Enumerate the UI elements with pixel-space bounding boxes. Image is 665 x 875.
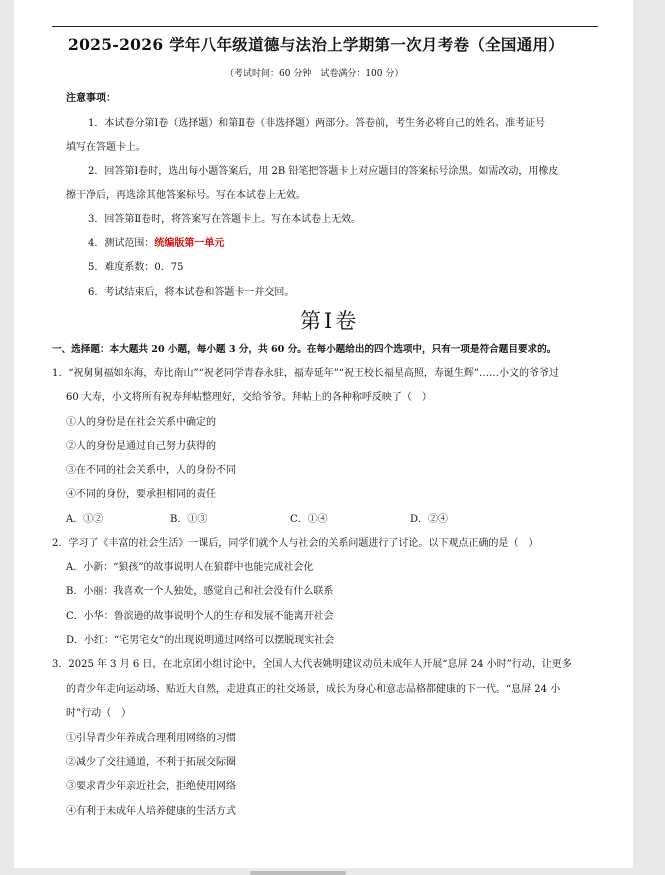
note-6: 6．考试结束后，将本试卷和答题卡一并交回。	[88, 287, 295, 298]
q1-choice-d: D．②④	[410, 514, 449, 525]
exam-title: 2025-2026 学年八年级道德与法治上学期第一次月考卷（全国通用）	[68, 35, 565, 54]
section-title: 第Ⅰ卷	[300, 309, 360, 333]
q1-stem-line-1: 1．“祝舅舅福如东海，寿比南山”“祝老同学青春永驻，福寿延年”“祝王校长福星高照，寿诞生辉”……小文的爷爷过	[52, 368, 560, 379]
note-4-scope: 统编版第一单元	[154, 238, 225, 249]
q2-option-a: A．小新：“狼孩”的故事说明人在狼群中也能完成社会化	[66, 562, 314, 573]
notes-heading: 注意事项：	[66, 93, 116, 104]
note-4-prefix: 4．测试范围：	[88, 238, 155, 249]
header-rule	[52, 26, 598, 27]
note-1-line-2: 填写在答题卡上。	[66, 142, 146, 153]
q1-choice-b: B．①③	[170, 514, 208, 525]
note-2-line-2: 擦干净后，再选涂其他答案标号。写在本试卷上无效。	[66, 190, 306, 201]
q1-choice-a: A．①②	[66, 514, 104, 525]
q1-statement-2: ②人的身份是通过自己努力获得的	[66, 441, 216, 452]
q1-choice-c: C．①④	[290, 514, 328, 525]
note-3: 3．回答第Ⅱ卷时，将答案写在答题卡上。写在本试卷上无效。	[88, 214, 362, 225]
q3-stem-line-1: 3．2025 年 3 月 6 日，在北京团小组讨论中，全国人大代表姚明建议动员未成年人开展“息屏 24 小时”行动，让更多	[52, 659, 572, 670]
note-4	[88, 237, 224, 251]
q3-stem-line-3: 时”行动（ ）	[66, 708, 132, 719]
q1-statement-4: ④不同的身份，要承担相同的责任	[66, 489, 216, 500]
q1-statement-3: ③在不同的社会关系中，人的身份不同	[66, 465, 236, 476]
note-5: 5．难度系数：0．75	[88, 262, 184, 273]
part-heading: 一、选择题：本大题共 20 小题，每小题 3 分，共 60 分。在每小题给出的四个选项中，只有一项是符合题目要求的。	[52, 344, 557, 355]
q2-option-c: C．小华：鲁滨逊的故事说明个人的生存和发展不能离开社会	[66, 611, 334, 622]
note-2-line-1: 2．回答第Ⅰ卷时，选出每小题答案后，用 2B 铅笔把答题卡上对应题目的答案标号涂黑。如需改动，用橡皮	[88, 166, 559, 177]
q2-option-d: D．小红：“宅男宅女”的出现说明通过网络可以摆脱现实社会	[66, 635, 335, 646]
q3-stem-line-2: 的青少年走向运动场、贴近大自然，走进真正的社交场景，成长为身心和意志品格都健康的下一代。“息屏 24 小	[66, 684, 561, 695]
q2-stem: 2．学习了《丰富的社会生活》一课后，同学们就个人与社会的关系问题进行了讨论。以下观点正确的是（ ）	[52, 538, 539, 549]
q3-statement-2: ②减少了交往通道，不利于拓展交际圈	[66, 757, 236, 768]
exam-subtitle: （考试时间：60 分钟 试卷满分：100 分）	[225, 69, 404, 79]
q3-statement-1: ①引导青少年养成合理利用网络的习惯	[66, 733, 236, 744]
q3-statement-4: ④有利于未成年人培养健康的生活方式	[66, 806, 236, 817]
note-1-line-1: 1．本试卷分第Ⅰ卷（选择题）和第Ⅱ卷（非选择题）两部分。答卷前，考生务必将自己的姓名、准考证号	[88, 118, 546, 129]
q2-option-b: B．小丽：我喜欢一个人独处，感觉自己和社会没有什么联系	[66, 586, 334, 597]
horizontal-scrollbar[interactable]	[250, 871, 346, 875]
q1-statement-1: ①人的身份是在社会关系中确定的	[66, 417, 216, 428]
q1-stem-line-2: 60 大寿，小文将所有祝寿拜帖整理好，交给爷爷。拜帖上的各种称呼反映了（ ）	[66, 392, 432, 403]
q3-statement-3: ③要求青少年亲近社会，拒绝使用网络	[66, 781, 236, 792]
